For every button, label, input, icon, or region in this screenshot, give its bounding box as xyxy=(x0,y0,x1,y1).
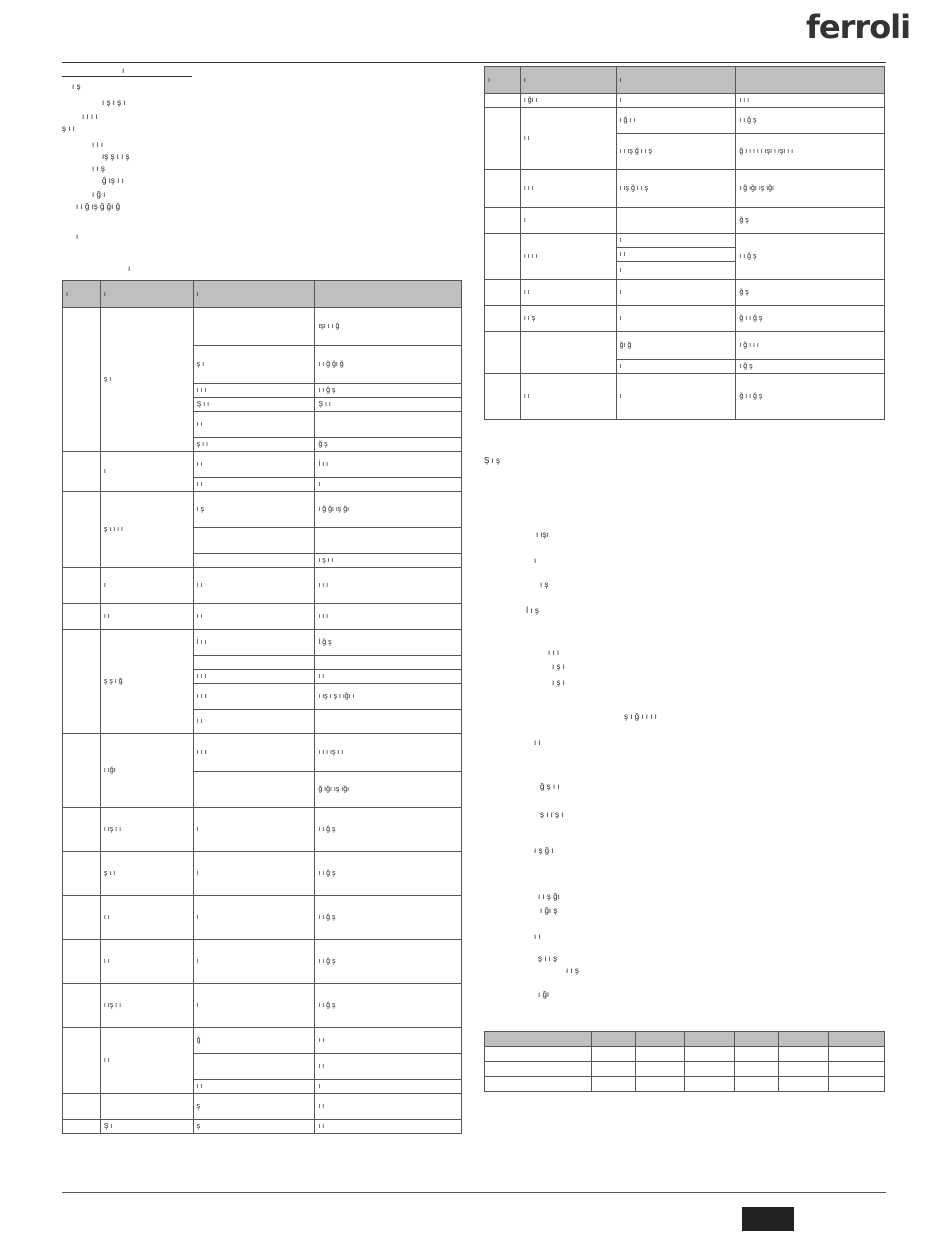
table-cell: ı ı ğ ğı ğ xyxy=(315,346,462,384)
intro-line: ı ı ı xyxy=(92,140,104,149)
table-cell: ı xyxy=(616,280,736,306)
table-cell: ı ı ı xyxy=(736,94,885,108)
table-cell: ı ı xyxy=(193,568,315,604)
table-cell xyxy=(63,808,101,852)
table-cell xyxy=(520,332,616,374)
table-cell: ı ığı xyxy=(100,734,193,808)
table-cell: ı xyxy=(315,1080,462,1094)
intro-line: ı ı ş xyxy=(92,164,105,173)
table-cell: ı ğ ığı ış ığı xyxy=(736,170,885,208)
intro-line: ğ ış ı ı xyxy=(102,176,124,185)
table-cell: İ ğ ş xyxy=(315,630,462,656)
table-cell: ı ı xyxy=(193,452,315,478)
intro-line: ı ı ı ı xyxy=(82,112,98,121)
right-table-header: ı xyxy=(616,67,736,94)
left-table xyxy=(62,280,462,1134)
table-cell: ı ş ı ı xyxy=(315,554,462,568)
table-cell xyxy=(485,306,521,332)
summary-cell xyxy=(635,1077,685,1092)
table-cell xyxy=(100,1094,193,1120)
table-cell xyxy=(63,604,101,630)
summary-header xyxy=(685,1032,735,1047)
note-line: ı ğı ş xyxy=(540,906,558,915)
table-cell xyxy=(63,492,101,568)
right-table-header: ı xyxy=(485,67,521,94)
table-cell xyxy=(485,208,521,234)
table-cell: ı ı xyxy=(315,1054,462,1080)
table-cell: ı xyxy=(315,478,462,492)
table-caption: ı xyxy=(128,264,131,273)
table-cell xyxy=(485,94,521,108)
table-cell xyxy=(193,772,315,808)
table-cell xyxy=(63,308,101,452)
table-cell: ı xyxy=(616,306,736,332)
table-cell: ı xyxy=(616,234,736,248)
table-cell: ş xyxy=(193,1094,315,1120)
table-cell: ı ı ğ ş xyxy=(315,940,462,984)
summary-cell xyxy=(591,1077,635,1092)
summary-cell xyxy=(635,1047,685,1062)
summary-cell xyxy=(829,1047,885,1062)
table-cell xyxy=(315,710,462,734)
summary-cell xyxy=(591,1062,635,1077)
table-cell: ğ ş xyxy=(736,280,885,306)
table-cell: ş ı xyxy=(100,308,193,452)
table-cell: ş ı ı ı ı xyxy=(100,492,193,568)
table-cell: ı ı ı xyxy=(520,170,616,208)
table-cell: ı ış ı ş ı ığı ı xyxy=(315,684,462,710)
right-table xyxy=(484,66,885,420)
footer-rule xyxy=(62,1192,886,1193)
table-cell: ışı ı ı ğ xyxy=(315,308,462,346)
table-cell: ğ ı ı ğ ş xyxy=(736,374,885,420)
table-cell xyxy=(63,984,101,1028)
note-line: ı ş ı xyxy=(552,678,565,687)
table-cell: ı ı xyxy=(193,412,315,438)
summary-cell xyxy=(779,1077,829,1092)
table-cell: ı ı xyxy=(315,670,462,684)
table-cell: ı ı xyxy=(616,248,736,262)
summary-cell xyxy=(685,1047,735,1062)
note-line: ğ ş ı ı xyxy=(540,782,560,791)
summary-cell xyxy=(735,1047,779,1062)
table-cell: ı xyxy=(100,568,193,604)
table-cell: ğ ı ı ğ ş xyxy=(736,306,885,332)
table-cell: İ ı ı xyxy=(193,630,315,656)
note-line: ı ş ı xyxy=(552,662,565,671)
right-table-header xyxy=(736,67,885,94)
table-cell: ı ı ı ı xyxy=(520,234,616,280)
table-cell xyxy=(63,852,101,896)
table-cell: ı ı ı xyxy=(193,670,315,684)
table-cell xyxy=(485,108,521,170)
table-cell: ı ış ı ı xyxy=(100,984,193,1028)
note-line: ı ş ğ ı xyxy=(534,846,554,855)
table-cell: ı ı xyxy=(193,478,315,492)
table-cell xyxy=(193,656,315,670)
table-cell: ı ı ğ ş xyxy=(315,984,462,1028)
table-cell: Ş ı xyxy=(100,1120,193,1134)
note-line: ı ş xyxy=(540,580,549,589)
table-cell: ı ı xyxy=(100,604,193,630)
note-line: İ ı ş xyxy=(526,606,539,615)
table-cell xyxy=(63,1120,101,1134)
summary-cell xyxy=(779,1047,829,1062)
table-cell xyxy=(193,554,315,568)
note-line: ş ı ğ ı ı ı ı xyxy=(624,712,657,721)
table-cell xyxy=(193,308,315,346)
summary-cell xyxy=(635,1062,685,1077)
section-subtitle: ı ş xyxy=(72,82,81,91)
table-cell: ğ ı ı ı ı ı ışı ı ışı ı ı xyxy=(736,134,885,170)
table-cell: ı ı xyxy=(193,710,315,734)
note-line: ı ı ş ğı xyxy=(538,892,560,901)
table-cell xyxy=(485,332,521,374)
table-cell: ı ş xyxy=(193,492,315,528)
table-cell: ş ı xyxy=(193,346,315,384)
left-table-header: ı xyxy=(100,281,193,308)
summary-header xyxy=(635,1032,685,1047)
table-cell: ğ xyxy=(193,1028,315,1054)
brand-logo: ferroli xyxy=(806,8,911,46)
table-cell: ş ı ı xyxy=(193,438,315,452)
table-cell: ı ı xyxy=(100,896,193,940)
section-title: ı xyxy=(62,66,192,77)
table-cell: ı ı ş xyxy=(520,306,616,332)
note-line: ı ğı xyxy=(538,990,550,999)
table-cell: ı ı ı xyxy=(193,384,315,398)
table-cell: ı ğ ı ı ı xyxy=(736,332,885,360)
table-cell: ş xyxy=(193,1120,315,1134)
table-cell: ı xyxy=(616,360,736,374)
left-table-header xyxy=(315,281,462,308)
summary-table xyxy=(484,1031,885,1092)
intro-line: ı xyxy=(76,232,79,241)
table-cell: ı ış ğ ı ı ş xyxy=(616,170,736,208)
table-cell: ı ı ış ğ ı ı ş xyxy=(616,134,736,170)
summary-header xyxy=(591,1032,635,1047)
table-cell: ı ı ı xyxy=(193,684,315,710)
summary-header xyxy=(735,1032,779,1047)
table-cell: ı ı ğ ş xyxy=(315,896,462,940)
table-cell xyxy=(485,170,521,208)
note-line: ı ı ş xyxy=(566,966,579,975)
table-cell: ı ğ ş xyxy=(736,360,885,374)
table-cell: ı xyxy=(616,94,736,108)
summary-header xyxy=(829,1032,885,1047)
summary-header xyxy=(485,1032,592,1047)
summary-cell xyxy=(591,1047,635,1062)
summary-cell xyxy=(735,1062,779,1077)
table-cell xyxy=(485,374,521,420)
table-cell: ı ı xyxy=(520,108,616,170)
note-line: ı xyxy=(534,556,537,565)
table-cell: ı ı ğ ş xyxy=(315,384,462,398)
summary-cell xyxy=(829,1062,885,1077)
table-cell xyxy=(63,734,101,808)
table-cell: ı ğ ı ı xyxy=(616,108,736,134)
table-cell: ı ı xyxy=(100,940,193,984)
intro-line: ş ı ı xyxy=(62,124,75,133)
table-cell xyxy=(193,528,315,554)
table-cell: ı xyxy=(193,808,315,852)
table-cell xyxy=(315,656,462,670)
table-cell: ı ı ı xyxy=(315,604,462,630)
table-cell: ı ı ğ ş xyxy=(315,852,462,896)
table-cell: ş ı ı xyxy=(100,852,193,896)
table-cell: ı ı xyxy=(520,374,616,420)
table-cell xyxy=(485,280,521,306)
table-cell: ı xyxy=(520,208,616,234)
table-cell: ğ ığı ış ığı xyxy=(315,772,462,808)
intro-line: ış ş ı ı ş xyxy=(102,152,130,161)
table-cell xyxy=(193,1054,315,1080)
note-line: Ş ı ş xyxy=(484,456,501,465)
summary-cell xyxy=(735,1077,779,1092)
table-cell: ı ı ğ ş xyxy=(315,808,462,852)
summary-cell xyxy=(685,1062,735,1077)
table-cell: ı ğ ğı ış ğı xyxy=(315,492,462,528)
table-cell: ı xyxy=(193,940,315,984)
table-cell xyxy=(315,528,462,554)
note-line: ı ı xyxy=(534,738,541,747)
table-cell: ğı ğ xyxy=(616,332,736,360)
table-cell: ı xyxy=(100,452,193,492)
summary-header xyxy=(779,1032,829,1047)
table-cell xyxy=(63,452,101,492)
summary-cell xyxy=(485,1077,592,1092)
table-cell: ı ı ı ış ı ı xyxy=(315,734,462,772)
summary-cell xyxy=(779,1062,829,1077)
table-cell xyxy=(63,896,101,940)
table-cell: ı ı xyxy=(520,280,616,306)
table-cell: ğ ş xyxy=(736,208,885,234)
table-cell: ı xyxy=(193,896,315,940)
summary-cell xyxy=(829,1077,885,1092)
table-cell xyxy=(315,412,462,438)
table-cell: ı ğı ı xyxy=(520,94,616,108)
table-cell: ı ı ğ ş xyxy=(736,234,885,280)
table-cell xyxy=(485,234,521,280)
table-cell: Ş ı ı xyxy=(193,398,315,412)
left-table-header: ı xyxy=(193,281,315,308)
note-line: ı ı ı xyxy=(548,648,560,657)
table-cell: ı ı ğ ş xyxy=(736,108,885,134)
table-cell: ı ı ı xyxy=(315,568,462,604)
right-table-header: ı xyxy=(520,67,616,94)
table-cell: ı ı xyxy=(100,1028,193,1094)
table-cell: ı ı xyxy=(315,1028,462,1054)
table-cell: ı ış ı ı xyxy=(100,808,193,852)
table-cell xyxy=(63,568,101,604)
table-cell: Ş ı ı xyxy=(315,398,462,412)
header-rule xyxy=(62,62,886,63)
intro-line: ı ı ğ ış ğ ğı ğ xyxy=(76,202,121,211)
table-cell xyxy=(616,208,736,234)
summary-cell xyxy=(485,1062,592,1077)
note-line: ı ı xyxy=(534,932,541,941)
table-cell: ş ş ı ğ xyxy=(100,630,193,734)
table-cell: ı ı ı xyxy=(193,734,315,772)
note-line: ş ı ı ş ı xyxy=(540,810,564,819)
summary-cell xyxy=(685,1077,735,1092)
table-cell: ı ı xyxy=(193,604,315,630)
language-badge xyxy=(742,1207,794,1231)
intro-line: ı ğ ı xyxy=(92,190,106,199)
table-cell: İ ı ı xyxy=(315,452,462,478)
note-line: ş ı ı ş xyxy=(538,954,558,963)
table-cell: ğ ş xyxy=(315,438,462,452)
table-cell: ı xyxy=(193,984,315,1028)
table-cell: ı ı xyxy=(193,1080,315,1094)
table-cell xyxy=(63,940,101,984)
intro-line: ı ş ı ş ı xyxy=(102,98,126,107)
table-cell: ı xyxy=(616,374,736,420)
table-cell xyxy=(63,1094,101,1120)
note-line: ı ışı xyxy=(536,530,549,539)
table-cell xyxy=(63,630,101,734)
table-cell: ı ı xyxy=(315,1120,462,1134)
left-table-header: ı xyxy=(63,281,101,308)
table-cell: ı ı xyxy=(315,1094,462,1120)
table-cell: ı xyxy=(616,262,736,280)
table-cell xyxy=(63,1028,101,1094)
table-cell: ı xyxy=(193,852,315,896)
summary-cell xyxy=(485,1047,592,1062)
